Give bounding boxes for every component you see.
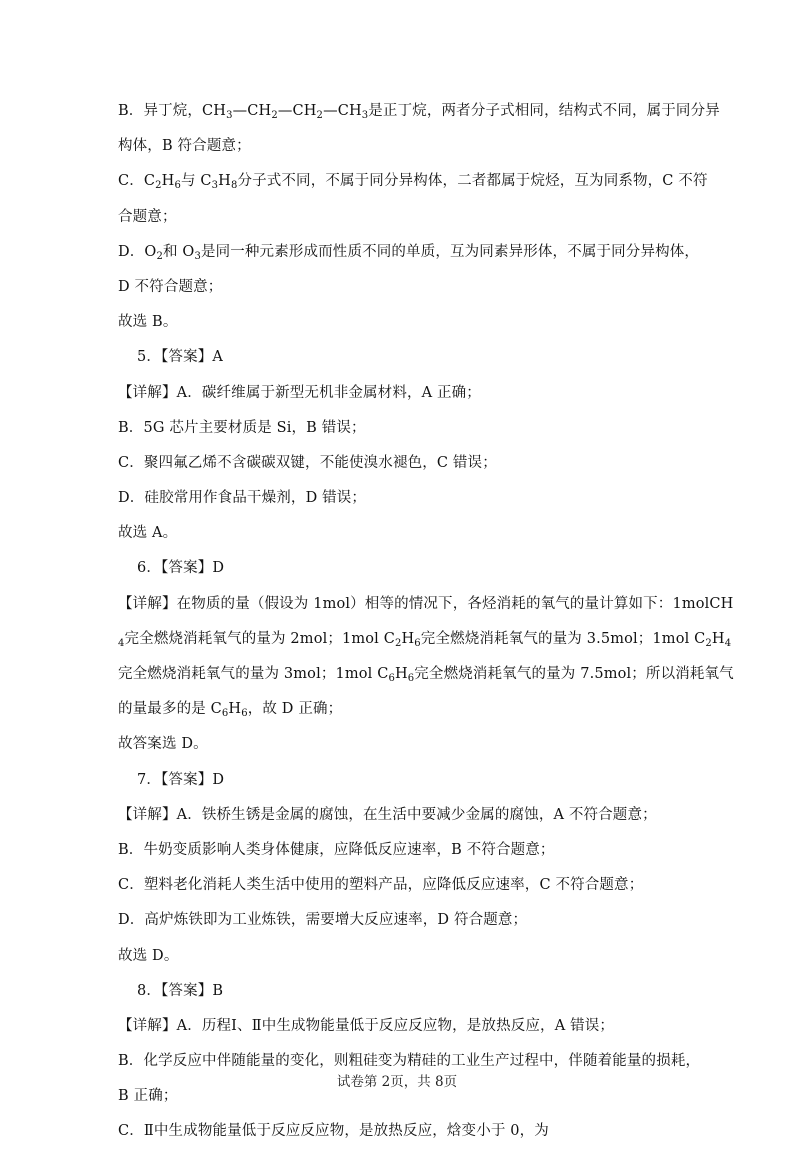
text-run: 【详解】A．历程Ⅰ、Ⅱ中生成物能量低于反应反应物，是放热反应，A 错误； — [118, 1017, 615, 1034]
text-run: 【详解】A．铁桥生锈是金属的腐蚀，在生活中要减少金属的腐蚀，A 不符合题意； — [118, 806, 657, 823]
text-lines — [118, 94, 734, 1150]
text-line — [118, 868, 678, 903]
text-run: 【详解】A．碳纤维属于新型无机非金属材料，A 正确； — [118, 384, 481, 401]
text-run: B．5G 芯片主要材质是 Si，B 错误； — [118, 419, 366, 436]
text-run: 是同一种元素形成而性质不同的单质，互为同素异形体，不属于同分异构体， — [200, 243, 700, 260]
subscript: 4 — [724, 637, 732, 649]
text-run: 故选 A。 — [118, 525, 178, 542]
text-run: 的量最多的是 C — [118, 701, 222, 718]
text-run: 合题意； — [118, 208, 177, 225]
text-run: 故答案选 D。 — [118, 736, 208, 753]
text-line — [118, 446, 678, 481]
text-run: 5．【答案】A — [137, 349, 223, 366]
subscript: 2 — [316, 110, 324, 121]
subscript: 3 — [226, 110, 233, 121]
subscript: 6 — [241, 708, 248, 720]
subscript: 6 — [388, 673, 395, 684]
subscript: 6 — [174, 180, 181, 192]
subscript: 2 — [394, 637, 402, 649]
text-run: C．C — [118, 173, 156, 190]
text-run: —CH — [232, 103, 272, 119]
text-run: 完全燃烧消耗氧气的量为 7.5mol；所以消耗氧气 — [414, 666, 734, 682]
text-run: C．塑料老化消耗人类生活中使用的塑料产品，应降低反应速率，C 不符合题意； — [118, 877, 644, 894]
subscript: 8 — [230, 180, 238, 192]
text-line — [118, 974, 678, 1009]
text-line — [118, 129, 678, 164]
page-footer: 试卷第 2页，共 8页 — [336, 1074, 458, 1090]
text-run: D．高炉炼铁即为工业炼铁，需要增大反应速率，D 符合题意； — [118, 912, 528, 929]
text-run: D．硅胶常用作食品干燥剂，D 错误； — [118, 490, 367, 507]
text-line — [118, 305, 678, 340]
text-line — [118, 164, 708, 199]
subscript: 6 — [407, 673, 415, 684]
text-run: 完全燃烧消耗氧气的量为 2mol；1mol C — [124, 630, 395, 647]
text-line — [118, 235, 700, 270]
text-line — [118, 692, 678, 727]
subscript: 6 — [221, 708, 229, 720]
text-run: H — [394, 666, 408, 682]
text-line — [118, 798, 678, 833]
text-line — [118, 903, 678, 938]
text-run: ，故 D 正确； — [247, 701, 343, 718]
text-line — [118, 1009, 678, 1044]
text-line — [118, 516, 678, 551]
subscript: 2 — [271, 110, 278, 121]
subscript: 2 — [705, 637, 712, 649]
text-run: C．Ⅱ中生成物能量低于反应反应物，是放热反应，焓变小于 0，为 — [118, 1123, 549, 1140]
text-line — [118, 551, 678, 586]
text-run: 7．【答案】D — [137, 771, 225, 788]
text-run: 是正丁烷，两者分子式相同，结构式不同，属于同分异 — [368, 103, 720, 119]
subscript: 4 — [118, 637, 125, 649]
text-line — [118, 376, 678, 411]
text-run: D．O — [118, 243, 157, 260]
text-run: 故选 D。 — [118, 947, 179, 964]
text-run: H — [401, 630, 415, 647]
text-run: B．异丁烷，CH — [118, 103, 227, 119]
text-line — [118, 200, 678, 235]
text-run: —CH — [323, 103, 362, 119]
text-line — [118, 340, 678, 375]
answer-text — [118, 94, 734, 1150]
text-run: B 正确； — [118, 1088, 178, 1105]
text-line — [118, 727, 678, 762]
text-run: 和 O — [162, 243, 195, 260]
text-line — [118, 411, 678, 446]
subscript: 3 — [361, 110, 369, 121]
text-line — [118, 657, 734, 692]
text-run: 8．【答案】B — [137, 982, 224, 999]
text-run: D 不符合题意； — [118, 278, 223, 295]
subscript: 3 — [211, 180, 219, 192]
text-line — [118, 94, 720, 129]
text-line — [118, 481, 678, 516]
text-run: 分子式不同，不属于同分异构体，二者都属于烷烃，互为同系物，C 不符 — [237, 173, 708, 190]
text-line — [118, 833, 678, 868]
text-run: 完全燃烧消耗氧气的量为 3.5mol；1mol C — [420, 630, 706, 647]
subscript: 2 — [155, 180, 162, 192]
text-run: B．化学反应中伴随能量的变化，则粗硅变为精硅的工业生产过程中，伴随着能量的损耗， — [118, 1053, 701, 1070]
text-run: 6．【答案】D — [137, 560, 225, 577]
text-run: H — [218, 173, 231, 190]
text-run: 构体，B 符合题意； — [118, 138, 251, 155]
text-run: H — [711, 630, 725, 647]
text-run: 故选 B。 — [118, 314, 178, 331]
text-run: —CH — [277, 103, 317, 119]
text-line — [118, 1114, 678, 1149]
subscript: 2 — [156, 250, 163, 262]
text-run: 完全燃烧消耗氧气的量为 3mol；1mol C — [118, 666, 389, 682]
text-line — [118, 939, 678, 974]
text-line — [118, 270, 678, 305]
text-line — [118, 763, 678, 798]
text-run: H — [161, 173, 175, 190]
text-line — [118, 587, 734, 622]
text-run: B．牛奶变质影响人类身体健康，应降低反应速率，B 不符合题意； — [118, 841, 555, 858]
text-run: C．聚四氟乙烯不含碳碳双键，不能使溴水褪色，C 错误； — [118, 454, 497, 471]
subscript: 6 — [414, 637, 421, 649]
text-run: 与 C — [180, 173, 212, 190]
text-run: 【详解】在物质的量（假设为 1mol）相等的情况下，各烃消耗的氧气的量计算如下：1molCH — [118, 595, 734, 612]
text-line — [118, 622, 732, 657]
text-run: H — [228, 701, 242, 718]
subscript: 3 — [194, 250, 201, 262]
